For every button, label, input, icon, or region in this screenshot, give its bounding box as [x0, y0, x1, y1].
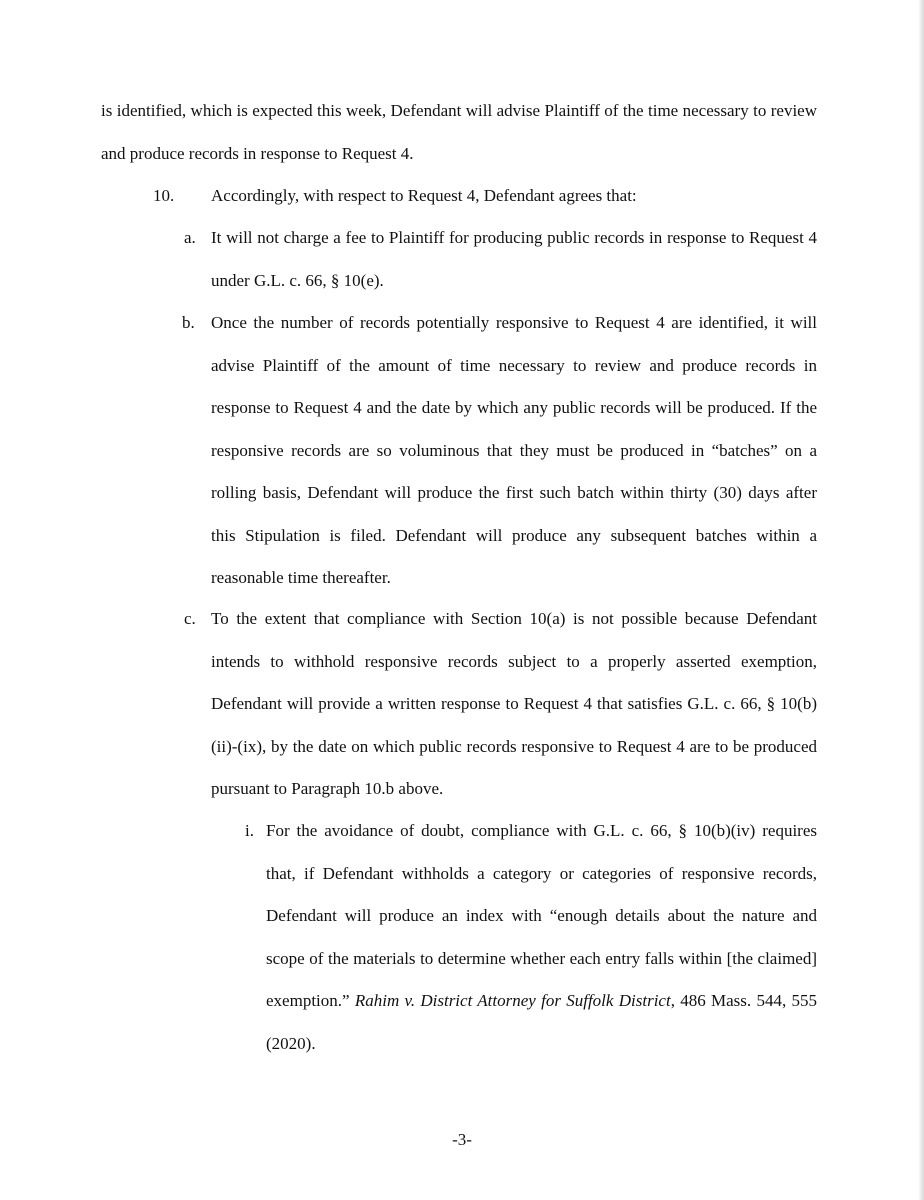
page-number: -3-	[452, 1130, 472, 1149]
page-edge-shadow	[918, 0, 924, 1200]
item-i-marker: i.	[245, 821, 254, 840]
continuation-text: is identified, which is expected this week, Defendant will advise Plaintiff of the time necessary to review and produce records in response to Request 4.	[101, 101, 817, 163]
item-b	[211, 302, 817, 600]
item-c-text: To the extent that compliance with Section 10(a) is not possible because Defendant intends to withhold responsive records subject to a properly asserted exemption, Defendant will provide a written response to Request 4 that satisfies G.L. c. 66, § 10(b)(ii)-(ix), by the date on which public records responsive to Request 4 are to be produced pursuant to Paragraph 10.b above.	[211, 609, 817, 798]
continuation-paragraph	[101, 90, 817, 175]
item-c-marker: c.	[184, 609, 196, 628]
paragraph-10-text	[211, 175, 817, 218]
item-i-text-after: , 486 Mass. 544, 555 (2020).	[266, 991, 817, 1053]
case-citation: Rahim v. District Attorney for Suffolk District	[354, 991, 671, 1010]
item-c	[211, 598, 817, 811]
item-i-text-before: For the avoidance of doubt, compliance with G.L. c. 66, § 10(b)(iv) requires that, if Defendant withholds a category or categories of responsive records, Defendant will produce an index with “enough details about the nature and scope of the materials to determine whether each entry falls within [the claimed] exemption.”	[266, 821, 817, 1010]
paragraph-number: 10.	[153, 186, 175, 205]
item-b-text: Once the number of records potentially responsive to Request 4 are identified, it will advise Plaintiff of the amount of time necessary to review and produce records in response to Request 4 and the date by which any public records will be produced. If the responsive records are so voluminous that they must be produced in “batches” on a rolling basis, Defendant will produce the first such batch within thirty (30) days after this Stipulation is filed. Defendant will produce any subsequent batches within a reasonable time thereafter.	[211, 313, 817, 587]
item-i-body	[266, 810, 817, 1065]
item-b-marker: b.	[182, 313, 195, 332]
item-a-text: It will not charge a fee to Plaintiff for producing public records in response to Request 4 under G.L. c. 66, § 10(e).	[211, 228, 817, 290]
paragraph-10-body: Accordingly, with respect to Request 4, Defendant agrees that:	[211, 186, 637, 205]
item-a-marker: a.	[184, 228, 196, 247]
item-a	[211, 217, 817, 302]
item-i	[266, 810, 817, 1065]
